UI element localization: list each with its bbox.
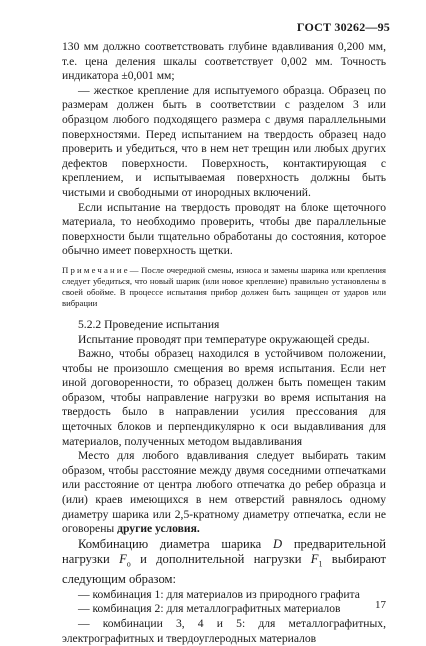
standard-number: ГОСТ 30262—95 [296,20,390,34]
spacing-tail: другие условия. [117,522,200,536]
list-item-combination-1: — комбинация 1: для материалов из природного графита [78,587,360,601]
document-body [62,40,386,646]
paragraph-temperature: Испытание проводят при температуре окружающей среды. [78,332,370,346]
note-label: Примечание [62,264,130,275]
paragraph-brush-block: Если испытание на твердость проводят на блоке щеточного материала, то необходимо проверить, чтобы две параллельные поверхности были тщательно обработаны до состояния, которое обычно имеет поверхность щетки. [62,200,386,258]
subscript-1: 1 [318,559,323,569]
formula-text-d: выбирают следующим образом: [62,552,386,587]
paragraph-indentation-spacing [62,449,386,537]
note-block [62,265,386,309]
paragraph-indicator-accuracy: 130 мм должно соответствовать глубине вдавливания 0,200 мм, т.е. цена деления шкалы соответствует 0,002 мм. Точность индикатора ±0,001 мм; [62,40,386,83]
symbol-F1: F [310,552,319,567]
formula-text-c: и дополнительной нагрузки [140,552,302,567]
paragraph-sample-position: Важно, чтобы образец находился в устойчивом положении, чтобы не произошло смещения во время испытания. Если нет иной договоренности, то образец должен быть помещен таким образом, чтобы направление нагрузки во время испытания на твердость было в направлении усилия прессования для щеточных блоков и перпендикулярно к оси выдавливания для материалов, полученных методом выдавливания [62,347,386,448]
spacing-text: Место для любого вдавливания следует выбирать таким образом, чтобы расстояние между двумя соседними отпечатками или расстояние от центра любого отпечатка до ребер образца и (или) краев имеющихся в нем отверстий равнялось одному диаметру шарика или 2,5-кратному диаметру отпечатка, если не оговорены [62,449,386,536]
symbol-F0: F [119,552,127,567]
list-item-combination-3-4-5: — комбинации 3, 4 и 5: для металлографитных, электрографитных и твердоуглеродных материалов [62,617,386,645]
section-heading: 5.2.2 Проведение испытания [78,317,220,331]
page-number: 17 [375,599,386,611]
formula-text-b: предварительной нагрузки [62,536,386,567]
note-text: — После очередной смены, износа и замены шарика или крепления следует убедиться, что новый шарик (или новое крепление) правильно установлены в своей обойме. В процессе испытания прибор должен быть защищен от ударов или вибрации [62,264,386,308]
subscript-0: o [126,559,131,569]
symbol-D: D [273,536,283,551]
paragraph-load-combination [62,537,386,588]
formula-text-a: Комбинацию диаметра шарика [78,536,262,551]
paragraph-rigid-mount: — жесткое крепление для испытуемого образца. Образец по размерам должен быть в соответствии с разделом 3 или образцом любого подходящего размера с двумя параллельными поверхностями. Перед испытанием на твердость образец надо проверить и убедиться, что в нем нет трещин или любых других дефектов поверхности. Поверхность, контактирующая с креплением, и испытываемая поверхность должны быть чистыми и свободными от инородных включений. [62,83,386,199]
list-item-combination-2: — комбинация 2: для металлографитных материалов [78,602,341,616]
